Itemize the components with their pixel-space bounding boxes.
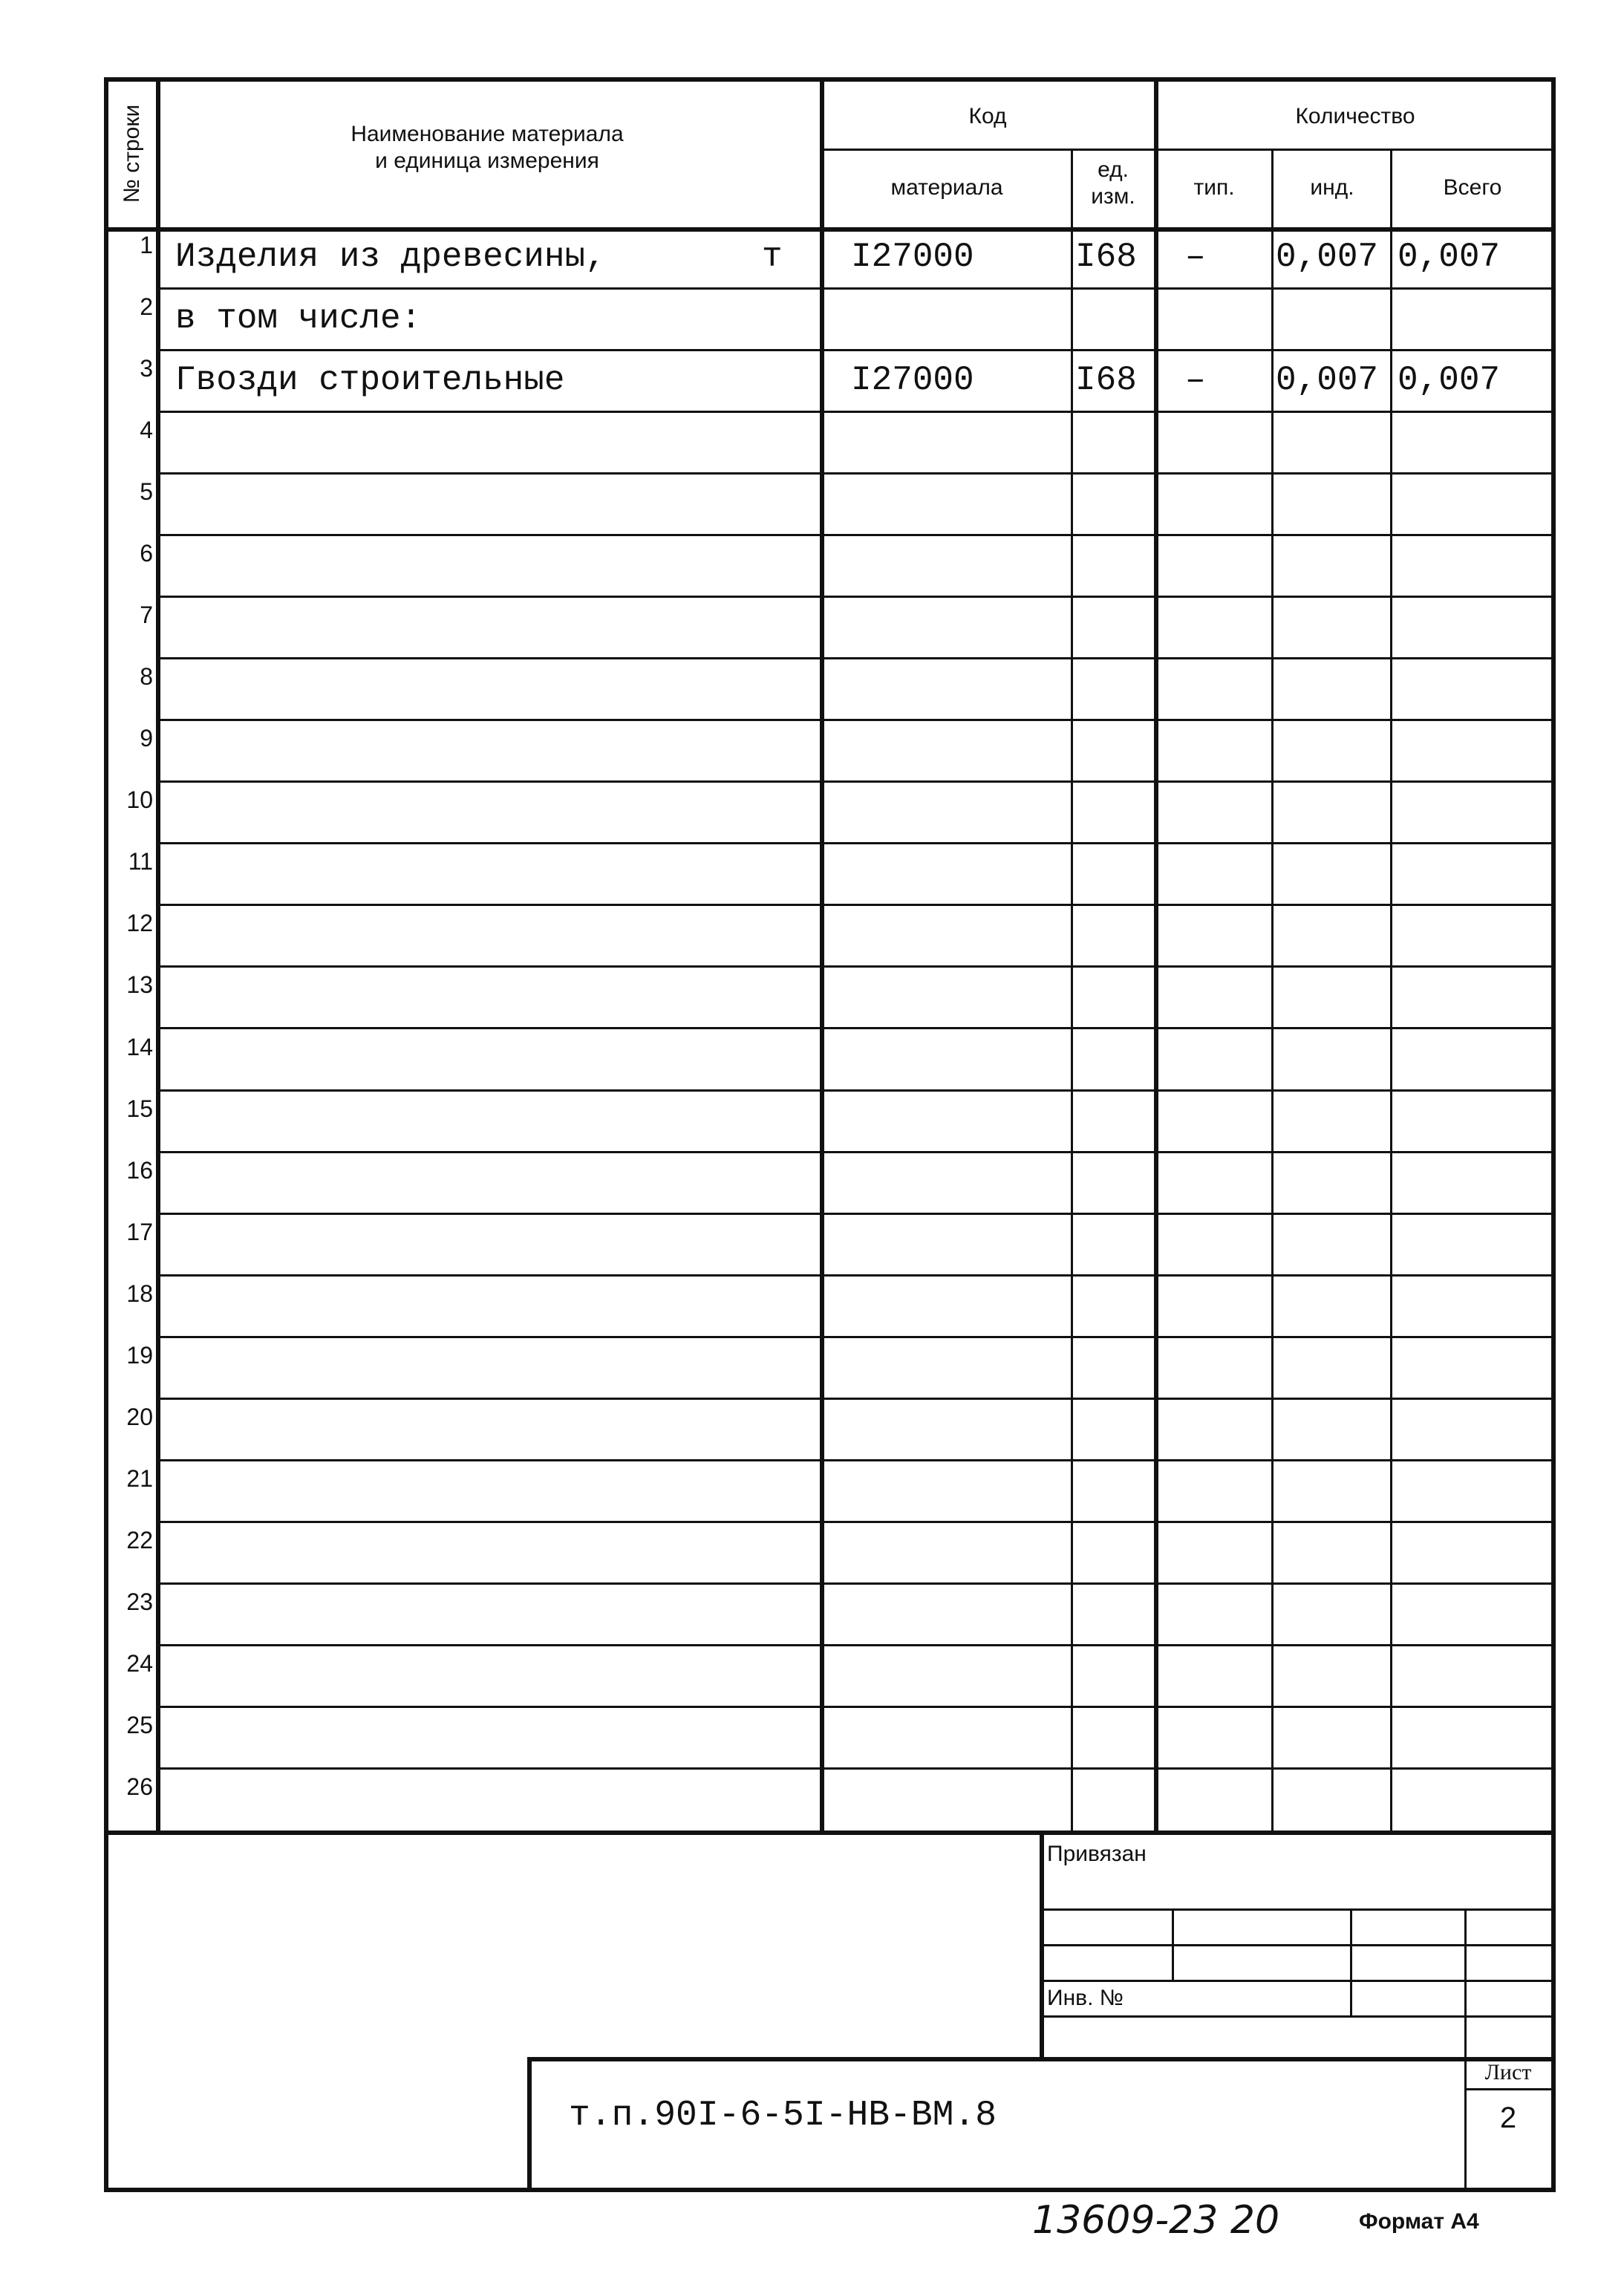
row-number: 7 (140, 602, 153, 629)
material-table-body (108, 227, 1551, 1831)
stamp-grid-line-1 (1040, 1908, 1551, 1911)
table-row (108, 1337, 1551, 1399)
table-row (108, 1276, 1551, 1337)
sheet-number: 2 (1499, 2102, 1517, 2134)
sheet-cell-line (1464, 2088, 1551, 2090)
unit-mark: т (762, 238, 783, 276)
row-number: 19 (126, 1341, 153, 1369)
table-row (108, 844, 1551, 905)
doc-code: т.п.90I-6-5I-НВ-ВМ.8 (569, 2096, 997, 2136)
total-header: Всего (1443, 175, 1502, 200)
material-name: Гвозди строительные (175, 361, 565, 400)
row-number: 22 (126, 1526, 153, 1554)
quantity-header: Количество (1295, 104, 1415, 128)
table-row (108, 474, 1551, 535)
table-row (108, 1399, 1551, 1461)
ind-header: инд. (1310, 175, 1354, 200)
material-header: материала (890, 175, 1003, 200)
sheet-label: Лист (1484, 2060, 1532, 2084)
unit-code: I68 (1075, 238, 1137, 276)
table-row (108, 1029, 1551, 1091)
table-row (108, 1153, 1551, 1214)
table-row (108, 412, 1551, 474)
table-row (108, 535, 1551, 597)
qty-typ: – (1185, 361, 1206, 400)
code-header: Код (968, 104, 1007, 128)
row-number: 2 (140, 293, 153, 321)
format-label: Формат А4 (1359, 2209, 1479, 2234)
unit-header-line1: ед. (1098, 157, 1129, 182)
stamp-grid-line-3 (1040, 1980, 1551, 1982)
material-name: в том числе: (175, 299, 422, 339)
row-number: 25 (126, 1711, 153, 1738)
row-number: 1 (140, 232, 153, 258)
row-no-header (108, 82, 156, 227)
row-number: 8 (140, 663, 153, 691)
stamp-grid-line-4 (1040, 2015, 1551, 2018)
stamp-grid-col-3 (1464, 1908, 1467, 2015)
qty-ind: 0,007 (1276, 238, 1379, 276)
row-number: 17 (126, 1218, 153, 1245)
table-row (108, 1461, 1551, 1522)
stamp-grid-col-1 (1172, 1908, 1174, 1980)
row-number: 15 (126, 1095, 153, 1122)
row-number: 10 (126, 786, 153, 814)
row-number: 6 (140, 540, 153, 567)
qty-typ: – (1185, 238, 1206, 276)
table-row (108, 1769, 1551, 1831)
name-header-line1: Наименование материала (350, 122, 624, 146)
unit-header-line2: изм. (1091, 184, 1135, 209)
handwritten-archive-number: 13609-23 20 (1032, 2198, 1280, 2243)
row-number: 5 (140, 478, 153, 506)
table-row (108, 351, 1551, 412)
row-number: 3 (140, 355, 153, 382)
stamp-grid-col-2 (1350, 1908, 1352, 2015)
title-block-left-divider (527, 2057, 532, 2192)
table-row (108, 1646, 1551, 1707)
table-row (108, 782, 1551, 844)
table-row (108, 1522, 1551, 1584)
material-name: Изделия из древесины, (175, 238, 606, 276)
stamp-grid-line-2 (1040, 1944, 1551, 1946)
material-code: I27000 (851, 238, 974, 276)
row-number: 4 (140, 417, 153, 444)
spec-sheet (104, 77, 1556, 2192)
row-number: 9 (140, 725, 153, 752)
row-number: 24 (126, 1649, 153, 1677)
row-number: 13 (126, 971, 153, 999)
row-number: 21 (126, 1464, 153, 1492)
stamp-top-line (108, 1831, 1551, 1835)
row-number: 11 (128, 848, 153, 876)
row-number: 14 (126, 1033, 153, 1060)
row-number: 26 (126, 1773, 153, 1800)
row-number: 20 (126, 1403, 153, 1430)
typ-header: тип. (1193, 175, 1235, 200)
table-row (108, 720, 1551, 782)
material-code: I27000 (851, 361, 974, 400)
row-number: 16 (126, 1156, 153, 1184)
table-row (108, 597, 1551, 659)
table-row (108, 1584, 1551, 1646)
table-row (108, 659, 1551, 720)
table-row (108, 1707, 1551, 1769)
row-number: 12 (126, 910, 153, 937)
title-block-top-line (527, 2057, 1551, 2061)
qty-ind: 0,007 (1276, 361, 1379, 400)
row-number: 18 (126, 1279, 153, 1307)
row-no-header-label: № строки (120, 104, 144, 203)
privyazan-label: Привязан (1047, 1842, 1147, 1866)
name-header-line2: и единица измерения (375, 149, 599, 173)
table-row (108, 1214, 1551, 1276)
inv-no-label: Инв. № (1047, 1986, 1124, 2010)
table-row (108, 289, 1551, 351)
table-row (108, 227, 1551, 289)
qty-total: 0,007 (1398, 361, 1501, 400)
table-row (108, 967, 1551, 1028)
qty-total: 0,007 (1398, 238, 1501, 276)
table-row (108, 905, 1551, 967)
unit-code: I68 (1075, 361, 1137, 400)
row-number: 23 (126, 1588, 153, 1615)
sheet-cell-divider (1464, 2015, 1467, 2192)
table-row (108, 1091, 1551, 1153)
header-subline (820, 149, 1551, 151)
